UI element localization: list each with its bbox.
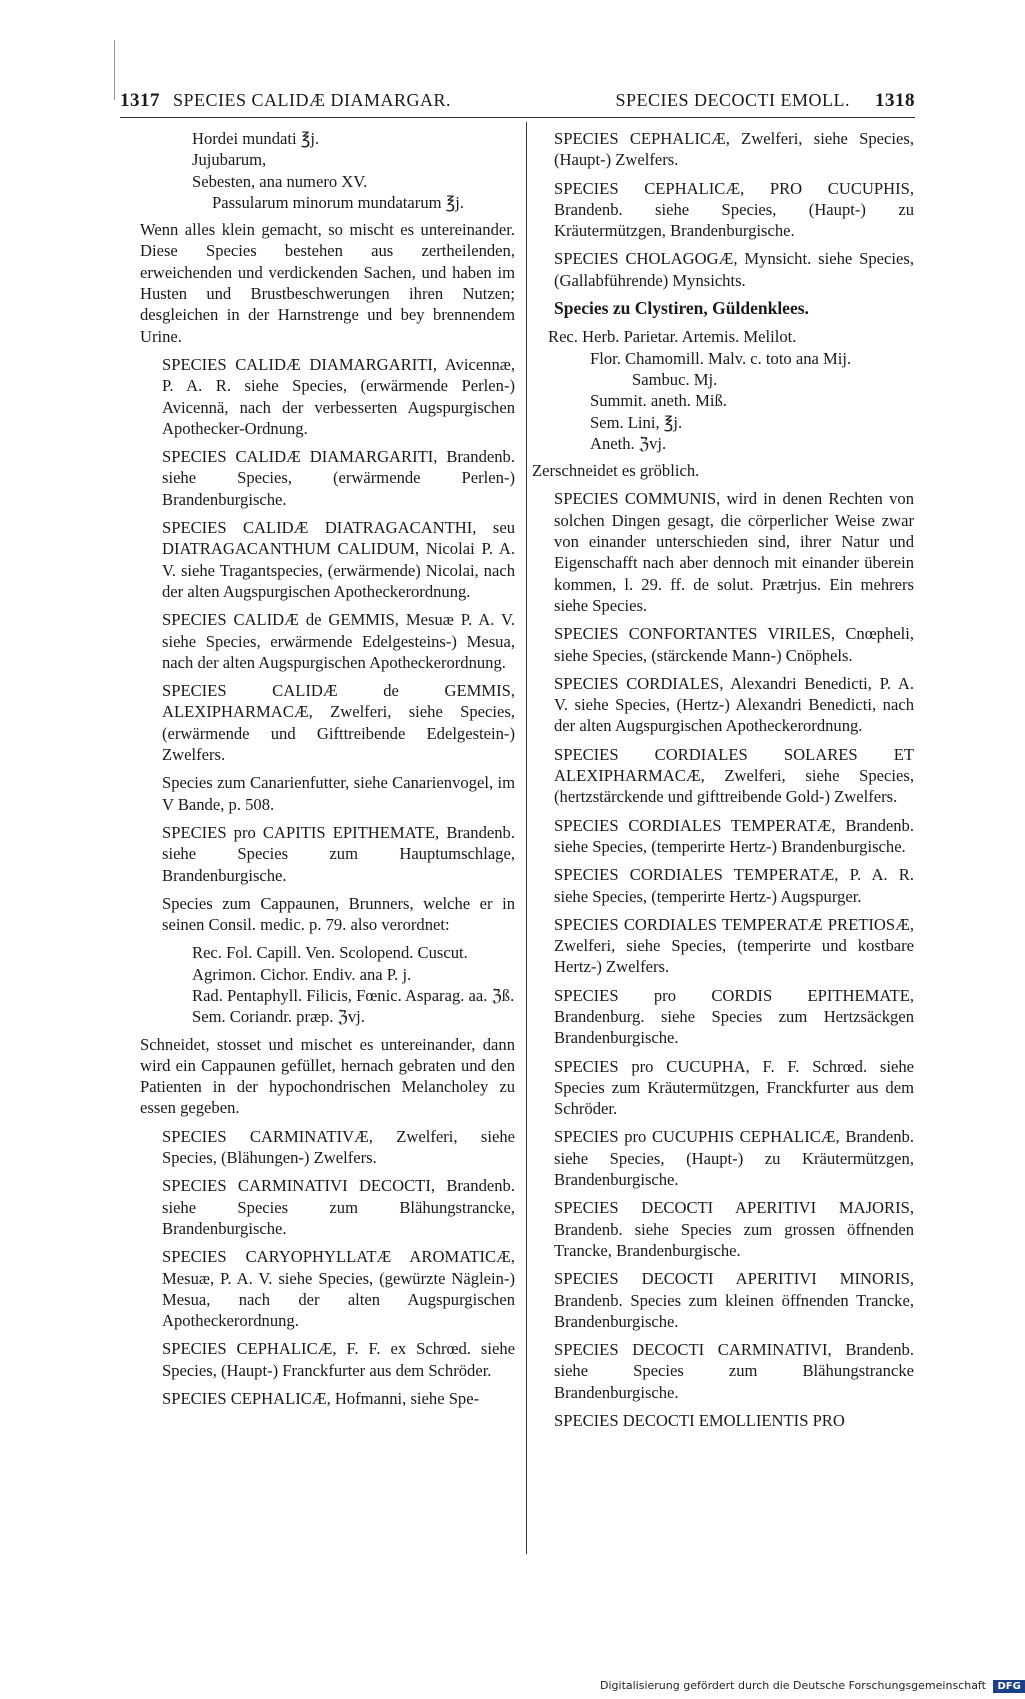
entry: SPECIES CORDIALES, Alexandri Benedicti, P. A. V. siehe Species, (Hertz-) Alexandri Benedicti, nach der alten Augspurgischen Apotheckerordnung. <box>554 673 914 736</box>
entry: SPECIES CORDIALES TEMPERATÆ PRETIOSÆ, Zwelferi, siehe Species, (temperirte und kostbare Hertz-) Zwelfers. <box>554 914 914 977</box>
recipe-line: Rad. Pentaphyll. Filicis, Fœnic. Asparag. aa. ℨß. <box>192 985 515 1005</box>
entry: SPECIES CALIDÆ de GEMMIS, Mesuæ P. A. V. siehe Species, erwärmende Edelgesteins-) Mesua, nach der alten Augspurgischen Apotheckerordnung. <box>162 610 515 672</box>
entry: SPECIES CHOLAGOGÆ, Mynsicht. siehe Species, (Gallabführende) Mynsichts. <box>554 249 914 290</box>
paragraph: Zerschneidet es gröblich. <box>532 461 700 481</box>
entry: SPECIES CORDIALES TEMPERATÆ, Brandenb. siehe Species, (temperirte Hertz-) Brandenburgische. <box>554 815 914 856</box>
entry: SPECIES DECOCTI CARMINATIVI, Brandenb. siehe Species zum Blähungstrancke Brandenburgische. <box>554 1340 914 1402</box>
page-number-right: 1318 <box>875 90 915 111</box>
entry: SPECIES pro CAPITIS EPITHEMATE, Brandenb. siehe Species zum Hauptumschlage, Brandenburgische. <box>162 822 515 885</box>
running-title-left: SPECIES CALIDÆ DIAMARGAR. <box>173 90 452 110</box>
entry: SPECIES DECOCTI EMOLLIENTIS PRO <box>554 1411 845 1431</box>
entry: SPECIES CALIDÆ DIAMARGARITI, Avicennæ, P. A. R. siehe Species, (erwärmende Perlen-) Avicennä, nach der verbesserten Augspurgischen Apothecker-Ordnung. <box>162 354 515 438</box>
recipe-line: Rec. Fol. Capill. Ven. Scolopend. Cuscut. Agrimon. Cichor. Endiv. ana P. j. <box>192 943 468 984</box>
entry: SPECIES CALIDÆ DIATRAGACANTHI, seu DIATRAGACANTHUM CALIDUM, Nicolai P. A. V. siehe Tragantspecies, (erwärmende) Nicolai, nach der alten Augspurgischen Apotheckerordnung. <box>162 518 515 601</box>
recipe-top <box>140 128 515 213</box>
recipe-line: Summit. aneth. Miß. <box>590 391 727 411</box>
entry: SPECIES pro CORDIS EPITHEMATE, Brandenburg. siehe Species zum Hertzsäckgen Brandenburgische. <box>554 985 914 1048</box>
recipe-line: Aneth. ℨvj. <box>590 433 667 453</box>
footer <box>600 1679 1021 1693</box>
margin-rule <box>114 40 115 100</box>
recipe-line: Sambuc. Mj. <box>632 369 718 389</box>
entry: SPECIES CARYOPHYLLATÆ AROMATICÆ, Mesuæ, P. A. V. siehe Species, (gewürzte Näglein-) Mesua, nach der alten Augspurgischen Apotheckerordnung. <box>162 1247 515 1331</box>
dfg-logo: DFG <box>993 1680 1024 1693</box>
entry: SPECIES DECOCTI APERITIVI MAJORIS, Brandenb. siehe Species zum grossen öffnenden Trancke, Brandenburgische. <box>554 1198 914 1260</box>
recipe-line: Rec. Herb. Parietar. Artemis. Melilot. <box>548 327 797 347</box>
entry: SPECIES CEPHALICÆ, Hofmanni, siehe Spe- <box>162 1389 480 1409</box>
recipe-line: Flor. Chamomill. Malv. c. toto ana Mij. <box>590 348 852 368</box>
entry: SPECIES pro CUCUPHA, F. F. Schrœd. siehe Species zum Kräutermützgen, Franckfurter aus dem Schröder. <box>554 1056 914 1119</box>
footer-text: Digitalisierung gefördert durch die Deutsche Forschungsgemeinschaft <box>600 1679 986 1692</box>
entry: SPECIES CEPHALICÆ, Zwelferi, siehe Species, (Haupt-) Zwelfers. <box>554 129 914 170</box>
header-rule <box>120 117 915 118</box>
entry: SPECIES COMMUNIS, wird in denen Rechten von solchen Dingen gesagt, die cörperlicher Weise zwar von einander unterschieden sind, ihrer Natur und Eigenschafft nach aber dennoch mit einander überein kommen, l. 29. ff. de solut. Prætrjus. Ein mehrers siehe Species. <box>554 489 914 615</box>
paragraph: Schneidet, stosset und mischet es untereinander, dann wird ein Cappaunen gefüllet, hernach gebraten und den Patienten in der hypochondrischen Melancholey zu essen gegeben. <box>140 1034 515 1118</box>
entry: SPECIES CORDIALES TEMPERATÆ, P. A. R. siehe Species, (temperirte Hertz-) Augspurger. <box>554 865 914 906</box>
recipe-mid <box>140 942 515 1027</box>
entry: Species zum Cappaunen, Brunners, welche er in seinen Consil. medic. p. 79. also verordnet: <box>162 893 515 935</box>
running-header-left <box>120 90 480 116</box>
right-column <box>532 128 914 1438</box>
recipe-line: Hordei mundati ℥j. <box>192 129 320 148</box>
running-title-right: SPECIES DECOCTI EMOLL. <box>615 90 850 110</box>
entry: SPECIES CALIDÆ de GEMMIS, ALEXIPHARMACÆ, Zwelferi, siehe Species, (erwärmende und Gifttreibende Edelgestein-) Zwelfers. <box>162 681 515 765</box>
entry: SPECIES CEPHALICÆ, F. F. ex Schrœd. siehe Species, (Haupt-) Franckfurter aus dem Schröder. <box>162 1339 515 1380</box>
entry: SPECIES CALIDÆ DIAMARGARITI, Brandenb. siehe Species, (erwärmende Perlen-) Brandenburgische. <box>162 447 515 509</box>
recipe-line: Sebesten, ana numero XV. <box>192 171 368 191</box>
entry: SPECIES CONFORTANTES VIRILES, Cnœpheli, siehe Species, (stärckende Mann-) Cnöphels. <box>554 624 914 665</box>
entry: SPECIES CARMINATIVÆ, Zwelferi, siehe Species, (Blähungen-) Zwelfers. <box>162 1126 515 1168</box>
entry: Species zum Canarienfutter, siehe Canarienvogel, im V Bande, p. 508. <box>162 773 515 814</box>
page-number-left: 1317 <box>120 90 160 111</box>
recipe-line: Jujubarum, <box>192 150 267 170</box>
entry: SPECIES pro CUCUPHIS CEPHALICÆ, Brandenb. siehe Species, (Haupt-) zu Kräutermützgen, Brandenburgische. <box>554 1127 914 1190</box>
entry: SPECIES CEPHALICÆ, PRO CUCUPHIS, Brandenb. siehe Species, (Haupt-) zu Kräutermützgen, Brandenburgische. <box>554 178 914 241</box>
section-heading: Species zu Clystiren, Güldenklees. <box>554 298 809 319</box>
column-rule <box>526 122 527 1554</box>
recipe-right <box>532 326 914 454</box>
left-column <box>140 128 515 1416</box>
running-header-right <box>525 90 915 116</box>
entry: SPECIES CARMINATIVI DECOCTI, Brandenb. siehe Species zum Blähungstrancke, Brandenburgische. <box>162 1176 515 1238</box>
recipe-line: Sem. Coriandr. præp. ℨvj. <box>192 1007 365 1027</box>
entry: SPECIES CORDIALES SOLARES ET ALEXIPHARMACÆ, Zwelferi, siehe Species, (hertzstärckende und gifttreibende Gold-) Zwelfers. <box>554 744 914 807</box>
recipe-line: Passularum minorum mundatarum ℥j. <box>212 192 465 212</box>
entry: SPECIES DECOCTI APERITIVI MINORIS, Brandenb. Species zum kleinen öffnenden Trancke, Brandenburgische. <box>554 1269 914 1331</box>
recipe-line: Sem. Lini, ℥j. <box>590 412 683 432</box>
paragraph: Wenn alles klein gemacht, so mischt es untereinander. Diese Species bestehen aus zertheilenden, erweichenden und verdickenden Sachen, und haben im Husten und Brustbeschwerungen ihren Nutzen; desgleichen in der Harnstrenge und bey brennendem Urine. <box>140 220 515 346</box>
